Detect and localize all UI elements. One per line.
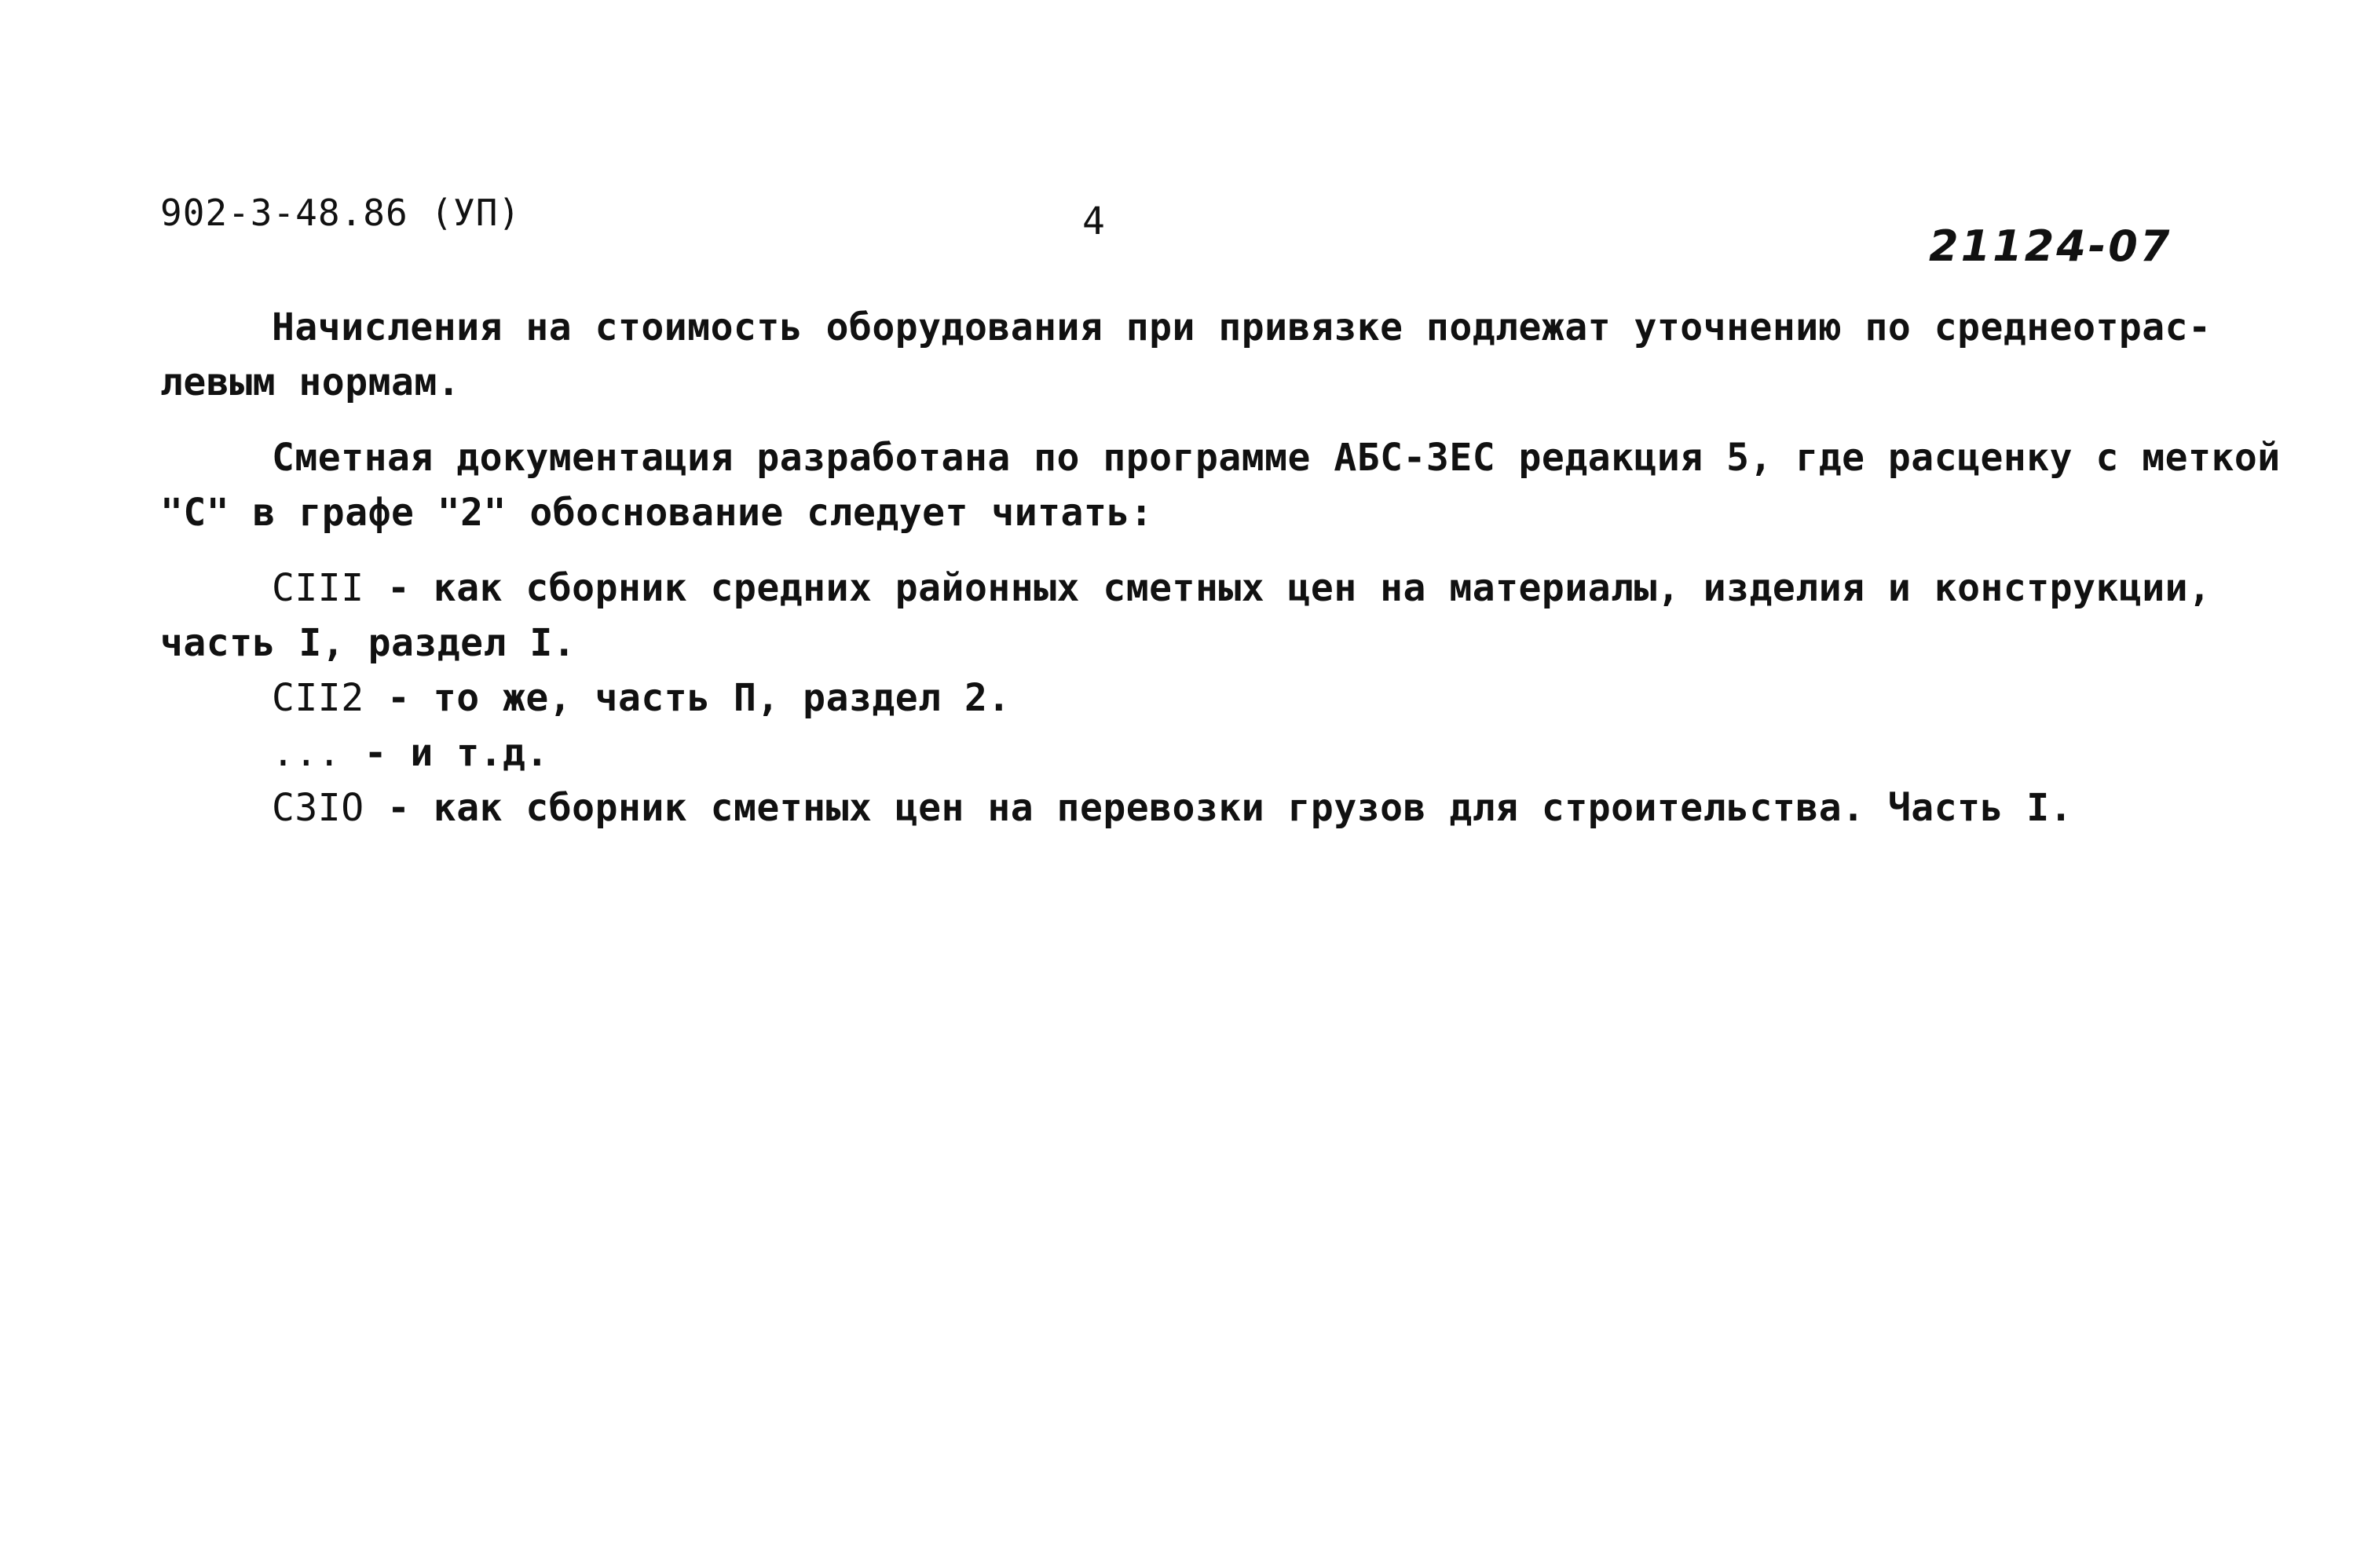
list-item-code: С3IО — [272, 786, 364, 830]
list-item — [160, 561, 2241, 616]
paragraph-line: "С" в графе "2" обоснование следует читать: — [160, 491, 1154, 535]
paragraph-line: Начисления на стоимость оборудования при привязке подлежат уточнению по среднеотрас- — [272, 305, 2212, 349]
list-item-code: СII2 — [272, 676, 364, 720]
page-number: 4 — [1082, 199, 1105, 243]
paragraph-estimate-documentation — [160, 430, 2281, 540]
list-item — [160, 780, 2241, 835]
document-code: 902-3-48.86 (УП) — [160, 192, 521, 234]
list-item-code: СIII — [272, 566, 364, 610]
list-item — [160, 726, 2241, 780]
archive-number-handwritten: 21124-07 — [1929, 221, 2172, 271]
paragraph-line: Сметная документация разработана по программе АБС-ЗЕС редакция 5, где расценку с меткой — [272, 436, 2281, 480]
body-text — [160, 300, 2281, 835]
paragraph-equipment-charges — [160, 300, 2241, 410]
list-item-text: - как сборник сметных цен на перевозки грузов для строительства. Часть I. — [364, 786, 2073, 830]
list-item-text: - и т.д. — [341, 731, 549, 775]
list-item-code: ... — [272, 731, 342, 775]
code-explanation-list — [160, 561, 2241, 835]
list-item — [160, 671, 2241, 726]
list-item-continuation: часть I, раздел I. — [160, 621, 576, 665]
list-item-text: - как сборник средних районных сметных цен на материалы, изделия и конструкции, — [364, 566, 2212, 610]
paragraph-line: левым нормам. — [160, 360, 461, 404]
list-item-text: - то же, часть П, раздел 2. — [364, 676, 1011, 720]
